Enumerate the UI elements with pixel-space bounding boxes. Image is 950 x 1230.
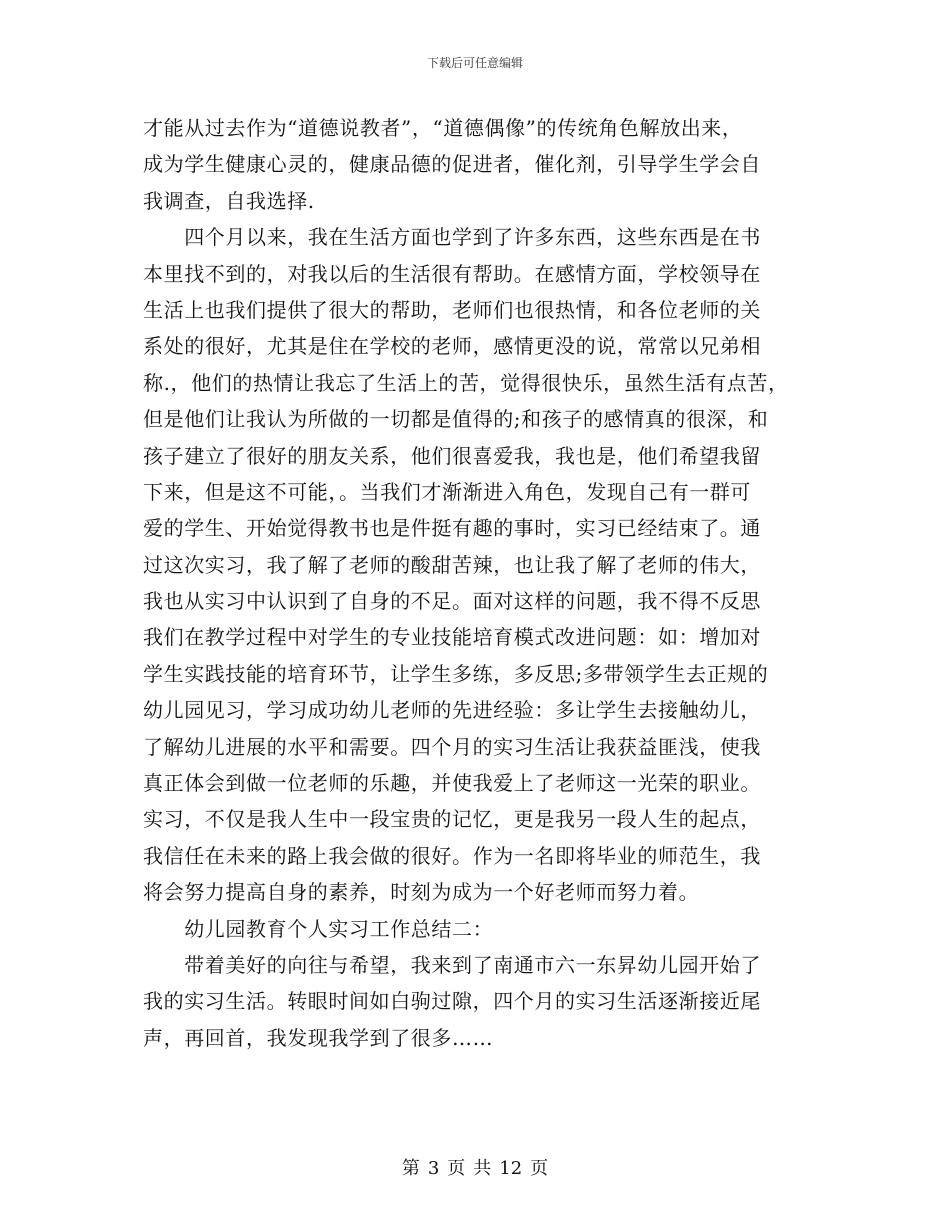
text-line: 孩子建立了很好的朋友关系，他们很喜爱我，我也是，他们希望我留 <box>143 443 761 468</box>
text-line: 生活上也我们提供了很大的帮助，老师们也很热情，和各位老师的关 <box>143 297 761 322</box>
total-label: 共 <box>473 1158 492 1179</box>
text-line: 真正体会到做一位老师的乐趣，并使我爱上了老师这一光荣的职业。 <box>143 771 761 796</box>
text-line: 过这次实习，我了解了老师的酸甜苦辣，也让我了解了老师的伟大， <box>143 552 761 577</box>
text-line: 称.，他们的热情让我忘了生活上的苦，觉得很快乐，虽然生活有点苦， <box>143 370 789 395</box>
text-line: 但是他们让我认为所做的一切都是值得的;和孩子的感情真的很深，和 <box>143 407 769 432</box>
page-header: 下载后可任意编辑 <box>426 56 523 70</box>
current-page-number: 3 <box>427 1158 440 1179</box>
text-line: 实习，不仅是我人生中一段宝贵的记忆，更是我另一段人生的起点， <box>143 807 761 832</box>
text-line: 幼儿园见习，学习成功幼儿老师的先进经验：多让学生去接触幼儿， <box>143 698 761 723</box>
text-line: 下来，但是这不可能，。当我们才渐渐进入角色，发现自己有一群可 <box>143 479 751 504</box>
page-footer <box>0 1154 950 1180</box>
text-line: 才能从过去作为“道德说教者”，“道德偶像”的传统角色解放出来， <box>143 116 743 140</box>
text-line: 本里找不到的，对我以后的生活很有帮助。在感情方面，学校领导在 <box>143 261 761 286</box>
text-line: 四个月以来，我在生活方面也学到了许多东西，这些东西是在书 <box>143 225 761 250</box>
text-line: 系处的很好，尤其是住在学校的老师，感情更没的说，常常以兄弟相 <box>143 334 761 359</box>
text-line: 了解幼儿进展的水平和需要。四个月的实习生活让我获益匪浅，使我 <box>143 734 761 759</box>
total-pages-number: 12 <box>499 1158 523 1179</box>
page-label: 页 <box>530 1158 549 1179</box>
text-line: 将会努力提高自身的素养，时刻为成为一个好老师而努力着。 <box>143 880 700 905</box>
section-heading: 幼儿园教育个人实习工作总结二： <box>143 916 494 941</box>
text-line: 带着美好的向往与希望，我来到了南通市六一东昇幼儿园开始了 <box>143 952 761 977</box>
text-line: 我信任在未来的路上我会做的很好。作为一名即将毕业的师范生，我 <box>143 843 761 868</box>
text-line: 我调查，自我选择. <box>143 188 315 213</box>
text-line: 成为学生健康心灵的，健康品德的促进者，催化剂，引导学生学会自 <box>143 152 761 177</box>
text-line: 爱的学生、开始觉得教书也是件挺有趣的事时，实习已经结束了。通 <box>143 516 761 541</box>
document-body <box>143 110 815 1056</box>
page-label: 页 <box>447 1158 466 1179</box>
page-label: 第 <box>401 1158 420 1179</box>
text-line: 我的实习生活。转眼时间如白驹过隙，四个月的实习生活逐渐接近尾 <box>143 989 761 1014</box>
text-line: 我们在教学过程中对学生的专业技能培育模式改进问题：如：增加对 <box>143 625 761 650</box>
text-line: 学生实践技能的培育环节，让学生多练，多反思;多带领学生去正规的 <box>143 661 769 686</box>
text-line: 我也从实习中认识到了自身的不足。面对这样的问题，我不得不反思 <box>143 589 761 614</box>
text-line: 声，再回首，我发现我学到了很多…… <box>143 1025 494 1050</box>
